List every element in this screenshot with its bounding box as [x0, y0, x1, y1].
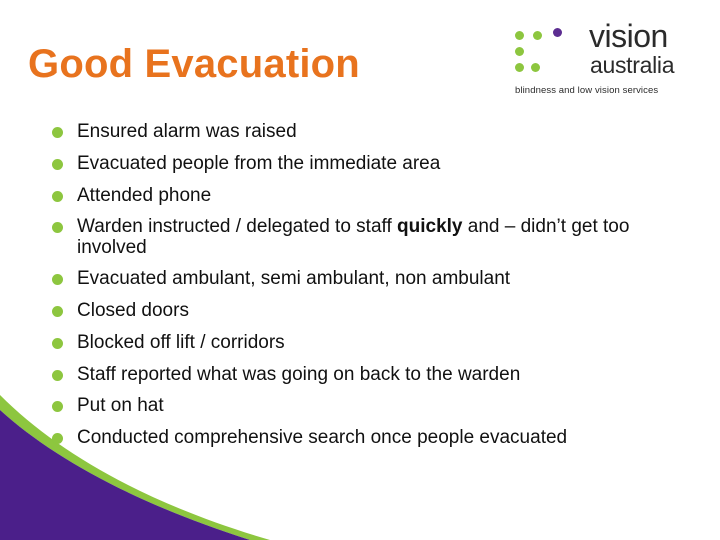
- bullet-dot: [52, 191, 63, 202]
- bullet-text: Blocked off lift / corridors: [77, 331, 285, 353]
- bullet-dot: [52, 159, 63, 170]
- bullet-item: [52, 216, 702, 258]
- bullet-text-pre: Warden instructed / delegated to staff: [77, 216, 398, 238]
- bullet-item: [52, 395, 702, 417]
- bullet-text: Evacuated people from the immediate area: [77, 152, 441, 174]
- logo-tagline: blindness and low vision services: [515, 85, 659, 96]
- logo-word-vision: vision: [589, 18, 668, 54]
- bullet-text: Put on hat: [77, 395, 164, 417]
- bullet-dot: [52, 127, 63, 138]
- bullet-text: Ensured alarm was raised: [77, 121, 297, 142]
- bullet-item: [52, 268, 702, 290]
- logo-dot: [531, 63, 540, 72]
- bullet-item: [52, 300, 702, 322]
- bullet-dot: [52, 222, 63, 233]
- logo-dot: [515, 47, 524, 56]
- bullet-dot: [52, 338, 63, 349]
- bullet-item: [52, 121, 702, 143]
- bullet-item: [52, 153, 702, 175]
- bullet-dot: [52, 274, 63, 285]
- vision-australia-logo: [512, 18, 712, 104]
- bullet-text: Closed doors: [77, 299, 189, 321]
- bullet-item: [52, 332, 702, 354]
- logo-dot-purple: [553, 28, 562, 37]
- bullet-text-emphasis: quickly: [397, 216, 463, 238]
- bullet-list: [52, 121, 702, 449]
- bullet-text: Attended phone: [77, 184, 212, 206]
- bullet-dot: [52, 433, 63, 444]
- logo-dot: [515, 31, 524, 40]
- logo-word-australia: australia: [590, 52, 675, 78]
- bullet-text: Staff reported what was going on back to the warden: [77, 363, 521, 385]
- bullet-item: [52, 427, 702, 449]
- slide-title: Good Evacuation: [28, 42, 360, 86]
- bullet-item: [52, 185, 702, 207]
- bullet-text-post: and – didn’t get too involved: [77, 216, 630, 259]
- logo-dot: [515, 63, 524, 72]
- bullet-text: Conducted comprehensive search once people evacuated: [77, 427, 568, 449]
- bullet-dot: [52, 401, 63, 412]
- bullet-dot: [52, 370, 63, 381]
- bullet-item: [52, 364, 702, 386]
- logo-dot: [533, 31, 542, 40]
- bullet-dot: [52, 306, 63, 317]
- bullet-text: Evacuated ambulant, semi ambulant, non ambulant: [77, 268, 511, 290]
